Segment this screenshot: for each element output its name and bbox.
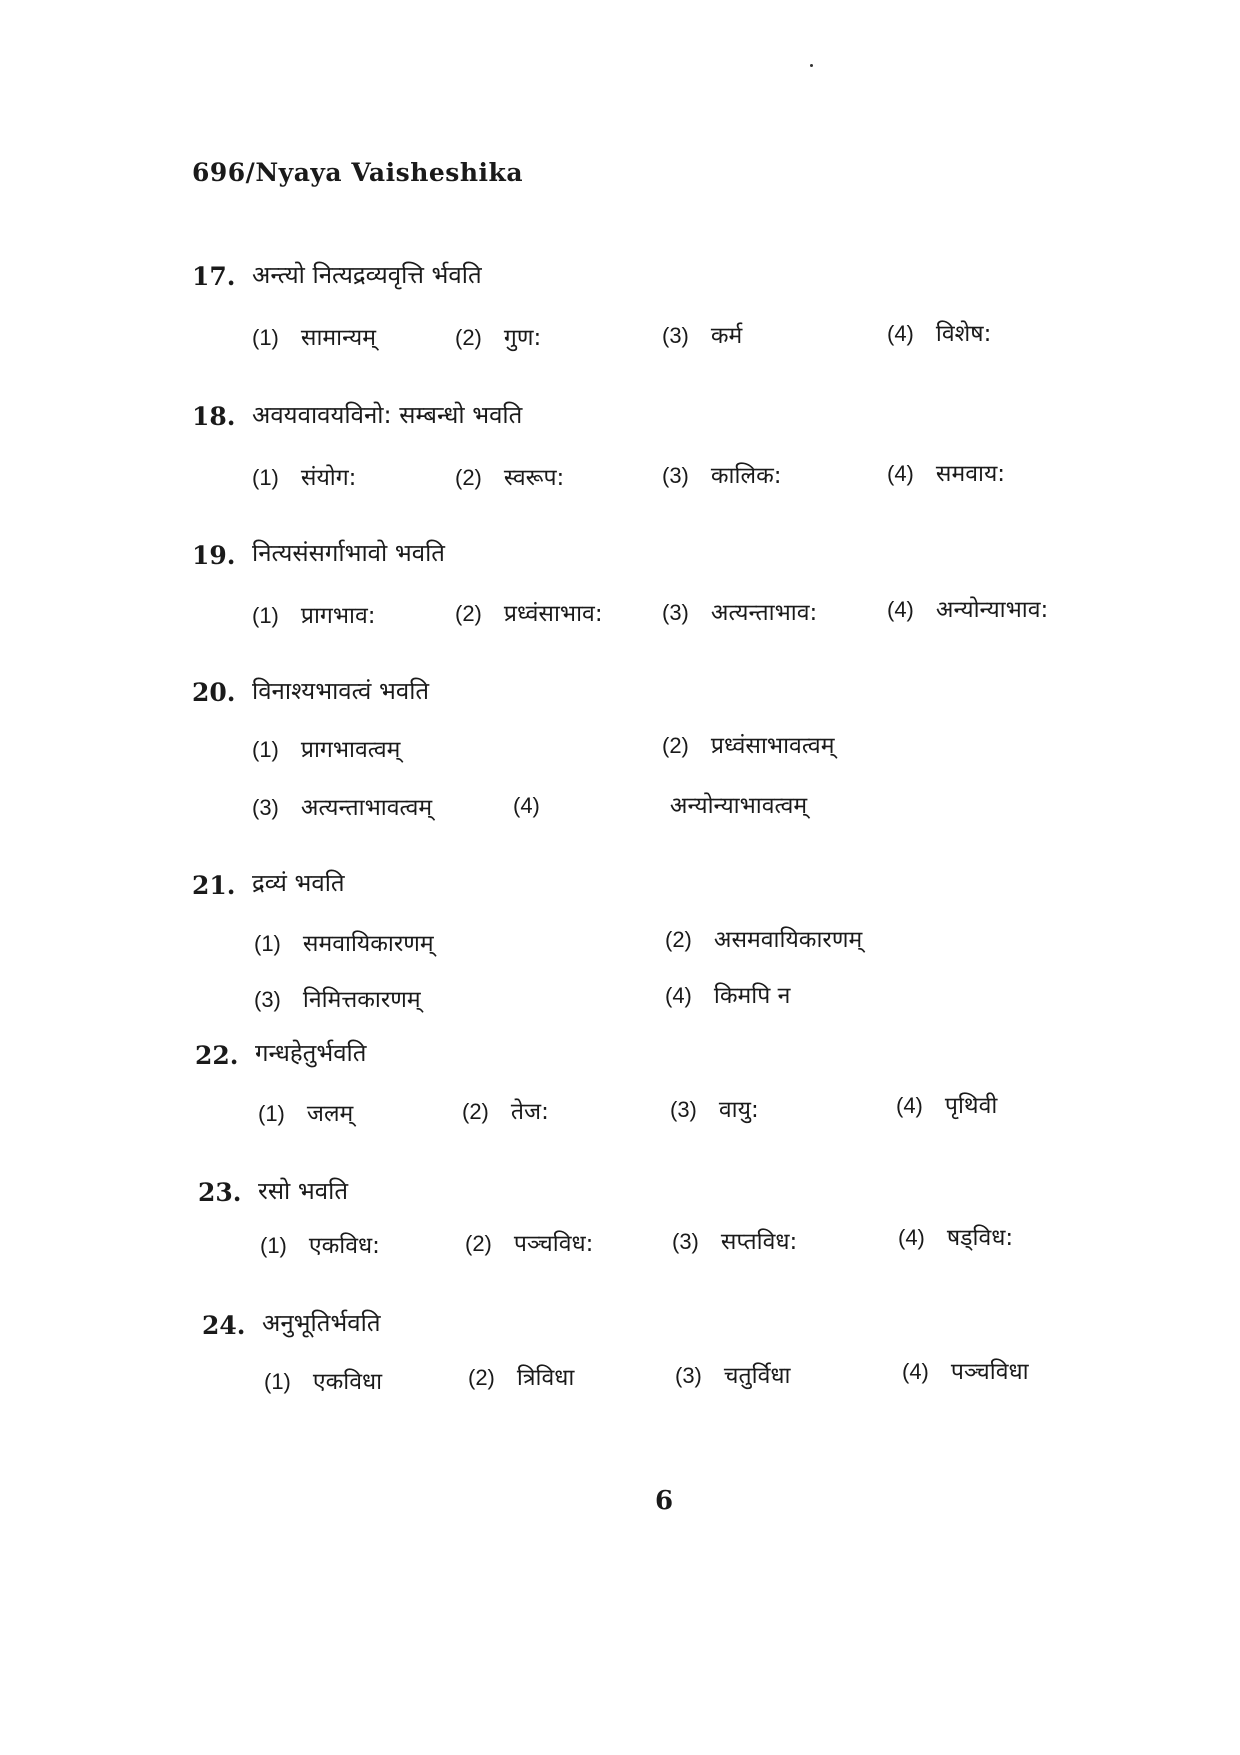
question-number: 21.	[192, 871, 236, 900]
question-number: 24.	[202, 1311, 246, 1340]
option-4[interactable]: (4) किमपि न	[665, 983, 791, 1009]
option-1[interactable]: (1) एकविधा	[264, 1369, 383, 1395]
question-text: नित्यसंसर्गाभावो भवति	[252, 539, 445, 567]
question-text: रसो भवति	[258, 1177, 348, 1205]
option-3[interactable]: (3) कालिक:	[662, 463, 782, 489]
option-1[interactable]: (1) एकविध:	[260, 1233, 380, 1259]
option-2[interactable]: (2) असमवायिकारणम्	[665, 927, 863, 953]
option-1[interactable]: (1) जलम्	[258, 1101, 354, 1127]
option-2[interactable]: (2) प्रध्वंसाभावत्वम्	[662, 733, 835, 759]
paper-code-title: 696/Nyaya Vaisheshika	[192, 158, 524, 187]
option-2[interactable]: (2) प्रध्वंसाभाव:	[455, 601, 603, 627]
option-4[interactable]: (4) अन्योन्याभाव:	[887, 597, 1049, 623]
option-3[interactable]: (3) कर्म	[662, 323, 743, 349]
question-text: अन्त्यो नित्यद्रव्यवृत्ति र्भवति	[252, 261, 482, 289]
option-3[interactable]: (3) अत्यन्ताभावत्वम्	[252, 795, 433, 821]
option-2[interactable]: (2) तेज:	[462, 1099, 549, 1125]
option-4[interactable]: (4) विशेष:	[887, 321, 992, 347]
option-1[interactable]: (1) प्रागभाव:	[252, 603, 376, 629]
question-number: 22.	[195, 1041, 239, 1070]
option-3[interactable]: (3) चतुर्विधा	[675, 1363, 791, 1389]
option-3[interactable]: (3) वायु:	[670, 1097, 759, 1123]
question-text: गन्धहेतुर्भवति	[255, 1039, 367, 1067]
option-1[interactable]: (1) समवायिकारणम्	[254, 931, 434, 957]
stray-mark	[810, 64, 813, 67]
option-2[interactable]: (2) स्वरूप:	[455, 465, 565, 491]
option-3[interactable]: (3) निमित्तकारणम्	[254, 987, 421, 1013]
question-number: 17.	[192, 262, 236, 291]
option-4[interactable]: (4) षड्विध:	[898, 1225, 1014, 1251]
question-text: द्रव्यं भवति	[252, 869, 345, 897]
option-4[interactable]: (4) पृथिवी	[896, 1093, 998, 1119]
option-1[interactable]: (1) प्रागभावत्वम्	[252, 737, 401, 763]
question-text: अवयवावयविनो: सम्बन्धो भवति	[252, 401, 523, 429]
option-4[interactable]: (4) पञ्चविधा	[902, 1359, 1029, 1385]
question-text: अनुभूतिर्भवति	[262, 1309, 381, 1337]
option-1[interactable]: (1) संयोग:	[252, 465, 357, 491]
question-number: 23.	[198, 1178, 242, 1207]
option-1[interactable]: (1) सामान्यम्	[252, 325, 376, 351]
option-2[interactable]: (2) त्रिविधा	[468, 1365, 575, 1391]
page-number: 6	[655, 1486, 674, 1516]
option-4[interactable]: (4) समवाय:	[887, 461, 1006, 487]
option-3[interactable]: (3) अत्यन्ताभाव:	[662, 600, 818, 626]
option-2[interactable]: (2) गुण:	[455, 325, 542, 351]
question-number: 19.	[192, 541, 236, 570]
option-2[interactable]: (2) पञ्चविध:	[465, 1231, 594, 1257]
question-text: विनाश्यभावत्वं भवति	[252, 677, 430, 705]
option-3[interactable]: (3) सप्तविध:	[672, 1229, 798, 1255]
option-4[interactable]: (4) अन्योन्याभावत्वम्	[513, 793, 808, 819]
question-number: 18.	[192, 402, 236, 431]
question-number: 20.	[192, 678, 236, 707]
